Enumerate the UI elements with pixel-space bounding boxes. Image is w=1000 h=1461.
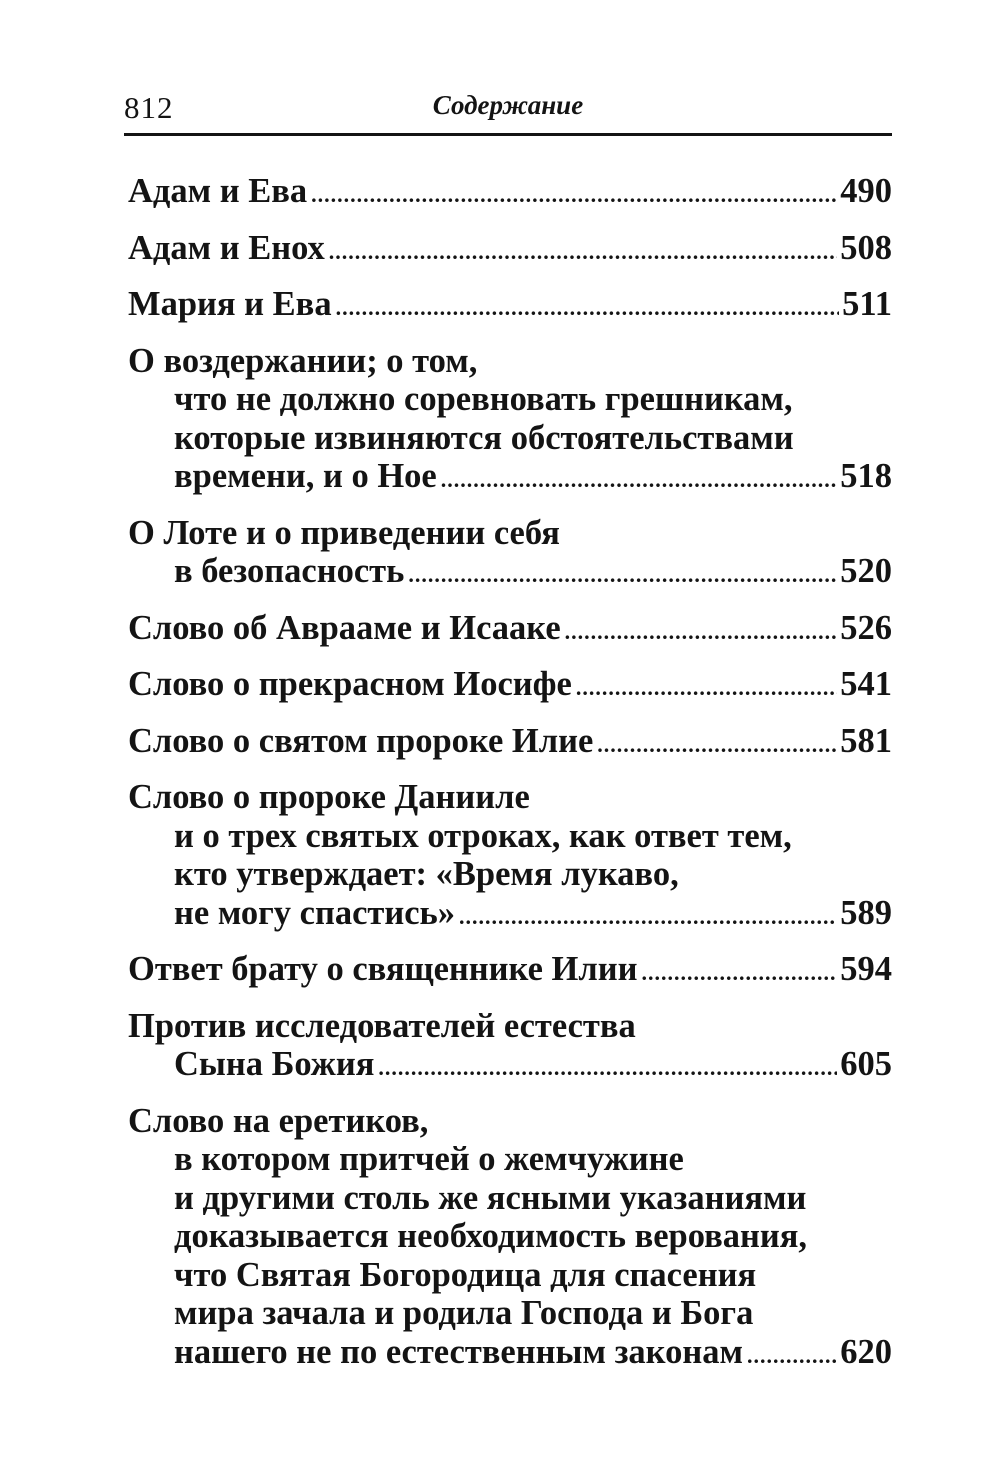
toc-entry-title: кто утверждает: «Время лукаво,: [174, 855, 679, 893]
toc-page-number: 526: [840, 608, 892, 647]
dot-leader: [329, 233, 837, 272]
toc-entry-title: в котором притчей о жемчужине: [174, 1140, 684, 1178]
toc-entry: [128, 285, 892, 328]
toc-entry-line: [128, 552, 892, 595]
toc-entry-line: [128, 457, 892, 500]
toc-entry-line: [128, 1007, 892, 1046]
toc-entry-line: [128, 380, 892, 419]
toc-page-number: 620: [840, 1332, 892, 1371]
toc-page-number: 589: [840, 893, 892, 932]
toc-entry-title: Слово о святом пророке Илие: [128, 721, 594, 760]
toc-entry-line: [128, 514, 892, 553]
toc-entry-line: [128, 1140, 892, 1179]
toc-entry: [128, 1102, 892, 1376]
toc-entry-title: Слово на еретиков,: [128, 1101, 429, 1140]
toc-entry-line: [128, 229, 892, 272]
toc-entry: [128, 229, 892, 272]
toc-entry-line: [128, 419, 892, 458]
toc-entry-title: мира зачала и родила Господа и Бога: [174, 1294, 754, 1332]
toc-entry-line: [128, 778, 892, 817]
toc-entry-line: [128, 609, 892, 652]
toc-entry-line: [128, 1045, 892, 1088]
toc-entry-title: не могу спастись»: [174, 893, 456, 932]
toc-entry-title: которые извиняются обстоятельствами: [174, 418, 794, 457]
toc-entry: [128, 950, 892, 993]
toc-entry-line: [128, 1333, 892, 1376]
toc-entry-line: [128, 722, 892, 765]
toc-page-number: 594: [840, 950, 892, 988]
header-rule: [124, 133, 892, 136]
toc-entry-line: [128, 285, 892, 328]
toc-entry-line: [128, 172, 892, 215]
toc-page-number: 490: [840, 172, 892, 210]
toc-entry-line: [128, 1294, 892, 1333]
toc-page-number: 508: [840, 228, 892, 267]
toc-entry-line: [128, 894, 892, 937]
page-number: 812: [124, 90, 174, 125]
toc-entry-line: [128, 817, 892, 856]
toc-entry-title: Против исследователей естества: [128, 1006, 636, 1045]
toc-entry-line: [128, 1102, 892, 1141]
toc-entry-title: времени, и о Ное: [174, 457, 437, 495]
toc-page-number: 511: [842, 285, 892, 323]
dot-leader: [576, 669, 837, 708]
dot-leader: [441, 461, 838, 500]
toc-page-number: 605: [840, 1045, 892, 1083]
toc-entry-title: Адам и Ева: [128, 172, 308, 210]
dot-leader: [408, 556, 837, 595]
toc-entry: [128, 609, 892, 652]
toc-page-number: 518: [840, 457, 892, 495]
dot-leader: [597, 726, 837, 765]
toc-entry: [128, 665, 892, 708]
toc-entry: [128, 342, 892, 500]
toc-entry: [128, 778, 892, 936]
dot-leader: [378, 1049, 837, 1088]
dot-leader: [747, 1337, 837, 1376]
toc-entry-line: [128, 950, 892, 993]
toc-entry-title: и другими столь же ясными указаниями: [174, 1178, 807, 1217]
dot-leader: [565, 613, 838, 652]
dot-leader: [311, 176, 837, 215]
toc-entry-title: нашего не по естественным законам: [174, 1332, 743, 1371]
toc-entry: [128, 514, 892, 595]
toc-entry: [128, 172, 892, 215]
toc-entry-title: Сына Божия: [174, 1045, 375, 1083]
toc-entry-title: Слово об Аврааме и Исааке: [128, 608, 561, 647]
page-header: [124, 84, 892, 134]
toc-entry-title: в безопасность: [174, 552, 405, 590]
toc-page-number: 581: [840, 721, 892, 760]
dot-leader: [459, 898, 837, 937]
toc-page-number: 520: [840, 552, 892, 590]
toc-entry-line: [128, 1217, 892, 1256]
running-title: Содержание: [432, 90, 584, 120]
toc-entry: [128, 1007, 892, 1088]
toc-entry-title: О Лоте и о приведении себя: [128, 513, 560, 552]
toc-entry-title: Слово о прекрасном Иосифе: [128, 665, 572, 703]
dot-leader: [641, 954, 837, 993]
toc-entry-title: доказывается необходимость верования,: [174, 1217, 808, 1255]
toc-page-number: 541: [840, 665, 892, 703]
dot-leader: [336, 289, 840, 328]
table-of-contents: [128, 172, 892, 1375]
toc-entry-line: [128, 665, 892, 708]
toc-entry-title: Мария и Ева: [128, 285, 332, 323]
toc-entry-line: [128, 342, 892, 381]
toc-entry-line: [128, 855, 892, 894]
toc-entry-title: что не должно соревновать грешникам,: [174, 380, 793, 418]
toc-entry-line: [128, 1256, 892, 1295]
toc-entry-title: Адам и Енох: [128, 228, 325, 267]
toc-entry: [128, 722, 892, 765]
toc-entry-title: Ответ брату о священнике Илии: [128, 950, 638, 988]
toc-entry-line: [128, 1179, 892, 1218]
toc-entry-title: что Святая Богородица для спасения: [174, 1255, 757, 1294]
toc-entry-title: и о трех святых отроках, как ответ тем,: [174, 816, 792, 855]
toc-entry-title: Слово о пророке Данииле: [128, 778, 530, 816]
toc-entry-title: О воздержании; о том,: [128, 341, 478, 380]
